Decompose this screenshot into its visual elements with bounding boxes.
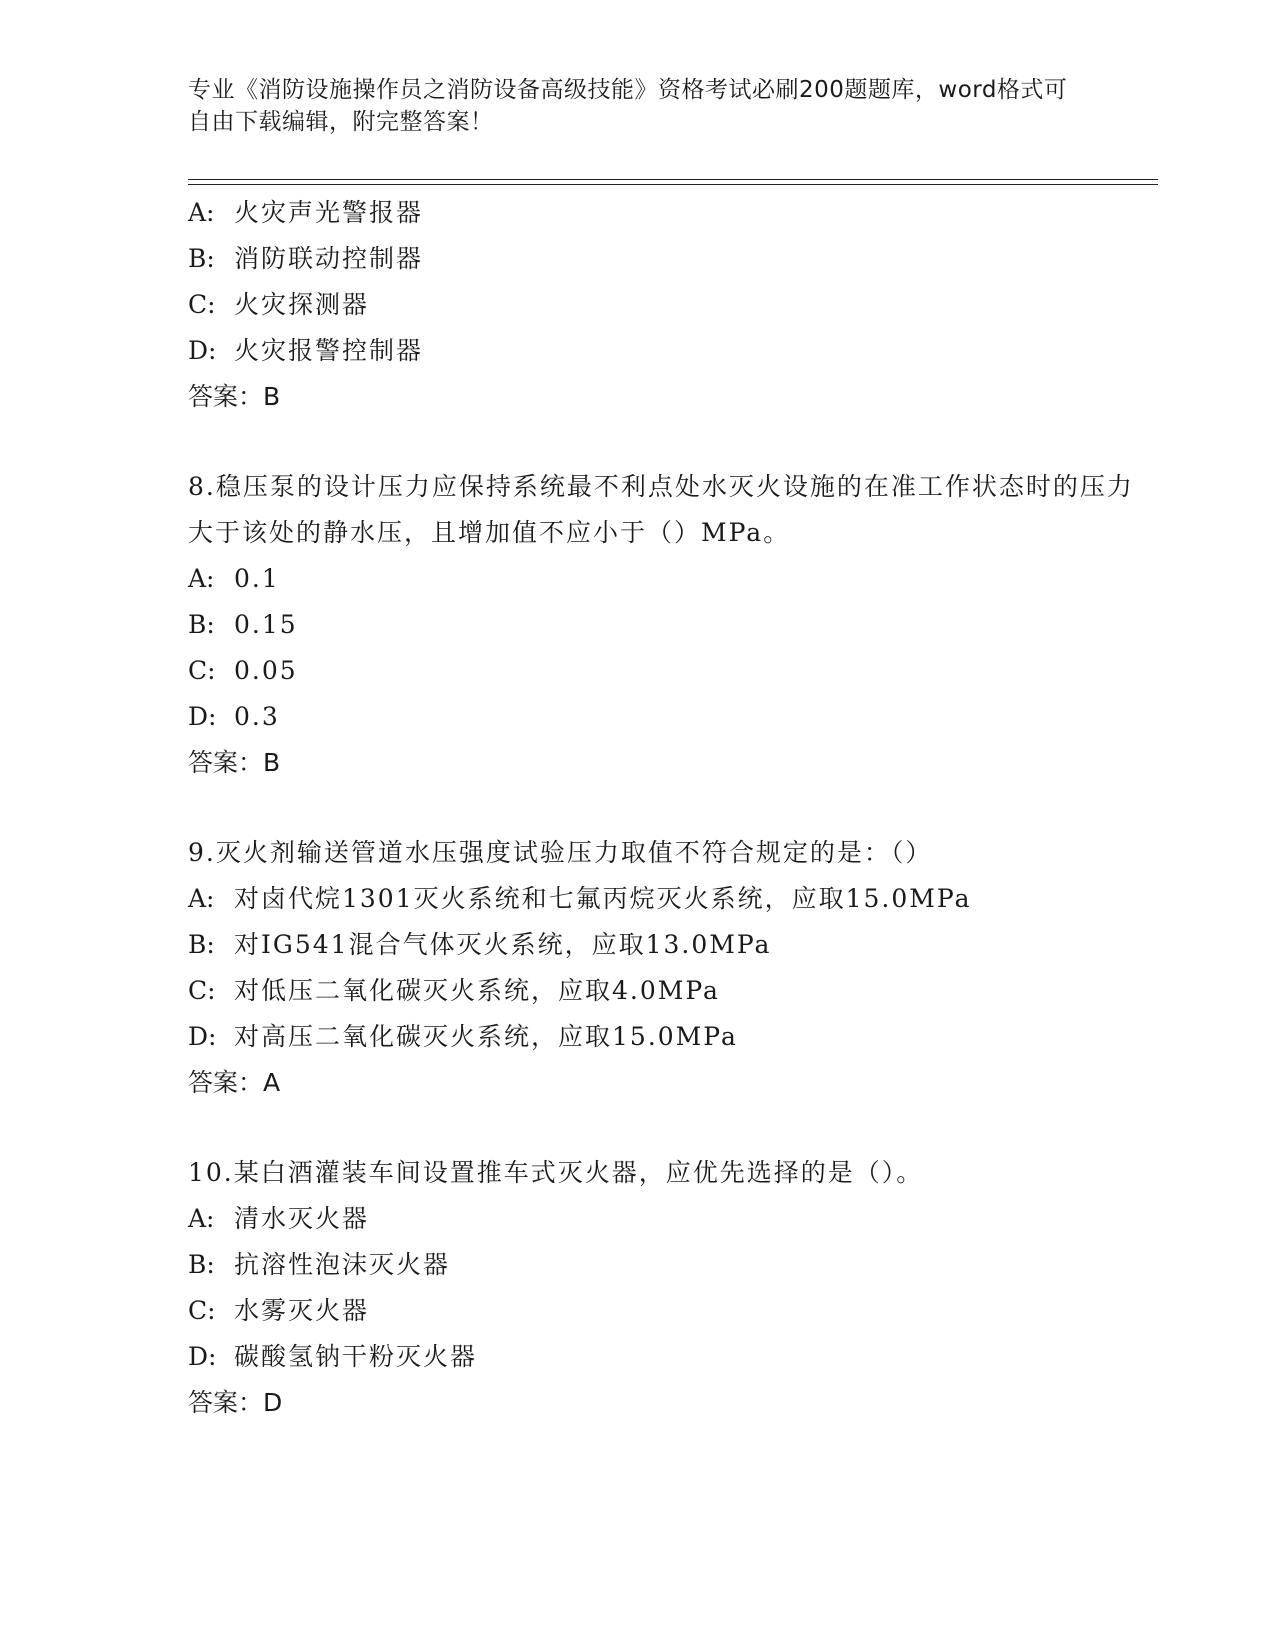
option-c	[188, 968, 1148, 1014]
option-label: C:	[188, 656, 216, 685]
option-d	[188, 1334, 1148, 1380]
option-label: C:	[188, 1296, 216, 1325]
option-b	[188, 1242, 1148, 1288]
question-list	[188, 190, 1148, 1426]
option-text: 0.1	[234, 564, 280, 593]
option-d	[188, 1014, 1148, 1060]
header-divider-top	[188, 179, 1158, 180]
option-b	[188, 602, 1148, 648]
question-stem: 8.稳压泵的设计压力应保持系统最不利点处水灭火设施的在准工作状态时的压力大于该处的静水压，且增加值不应小于（）MPa。	[188, 472, 1134, 547]
option-label: B:	[188, 1250, 215, 1279]
option-text: 对高压二氧化碳灭火系统，应取15.0MPa	[234, 1022, 738, 1051]
question-block	[188, 830, 1148, 1106]
option-text: 0.05	[234, 656, 298, 685]
option-text: 水雾灭火器	[234, 1296, 370, 1325]
option-label: A:	[188, 564, 215, 593]
option-text: 对卤代烷1301灭火系统和七氟丙烷灭火系统，应取15.0MPa	[234, 884, 972, 913]
option-text: 碳酸氢钠干粉灭火器	[234, 1342, 478, 1371]
option-label: B:	[188, 244, 215, 273]
option-label: C:	[188, 290, 216, 319]
spacer	[188, 786, 1148, 830]
header-divider-bottom	[188, 184, 1158, 185]
spacer	[188, 1106, 1148, 1150]
spacer	[188, 420, 1148, 464]
option-label: A:	[188, 884, 215, 913]
option-a	[188, 190, 1148, 236]
question-block	[188, 1150, 1148, 1426]
option-a	[188, 556, 1148, 602]
option-label: B:	[188, 930, 215, 959]
option-text: 清水灭火器	[234, 1204, 370, 1233]
option-b	[188, 236, 1148, 282]
option-text: 抗溶性泡沫灭火器	[234, 1250, 451, 1279]
option-text: 0.15	[234, 610, 298, 639]
option-label: D:	[188, 336, 217, 365]
option-label: C:	[188, 976, 216, 1005]
option-label: D:	[188, 1342, 217, 1371]
answer-line: 答案：B	[188, 382, 281, 411]
option-text: 消防联动控制器	[234, 244, 424, 273]
option-label: A:	[188, 198, 215, 227]
option-a	[188, 876, 1148, 922]
question-stem: 10.某白酒灌装车间设置推车式灭火器，应优先选择的是（）。	[188, 1158, 924, 1187]
option-a	[188, 1196, 1148, 1242]
option-text: 火灾探测器	[234, 290, 370, 319]
question-block	[188, 464, 1148, 786]
question-block	[188, 190, 1148, 420]
option-d	[188, 694, 1148, 740]
option-label: D:	[188, 702, 217, 731]
option-text: 火灾报警控制器	[234, 336, 424, 365]
document-header: 专业《消防设施操作员之消防设备高级技能》资格考试必刷200题题库，word格式可自由下载编辑，附完整答案！	[188, 77, 1068, 135]
option-label: A:	[188, 1204, 215, 1233]
option-text: 火灾声光警报器	[234, 198, 424, 227]
answer-line: 答案：D	[188, 1388, 283, 1417]
question-stem: 9.灭火剂输送管道水压强度试验压力取值不符合规定的是：（）	[188, 838, 933, 867]
option-c	[188, 648, 1148, 694]
option-text: 0.3	[234, 702, 280, 731]
option-label: B:	[188, 610, 215, 639]
option-d	[188, 328, 1148, 374]
option-text: 对低压二氧化碳灭火系统，应取4.0MPa	[234, 976, 720, 1005]
option-c	[188, 1288, 1148, 1334]
answer-line: 答案：B	[188, 748, 281, 777]
option-text: 对IG541混合气体灭火系统，应取13.0MPa	[234, 930, 772, 959]
answer-line: 答案：A	[188, 1068, 281, 1097]
option-c	[188, 282, 1148, 328]
option-b	[188, 922, 1148, 968]
option-label: D:	[188, 1022, 217, 1051]
